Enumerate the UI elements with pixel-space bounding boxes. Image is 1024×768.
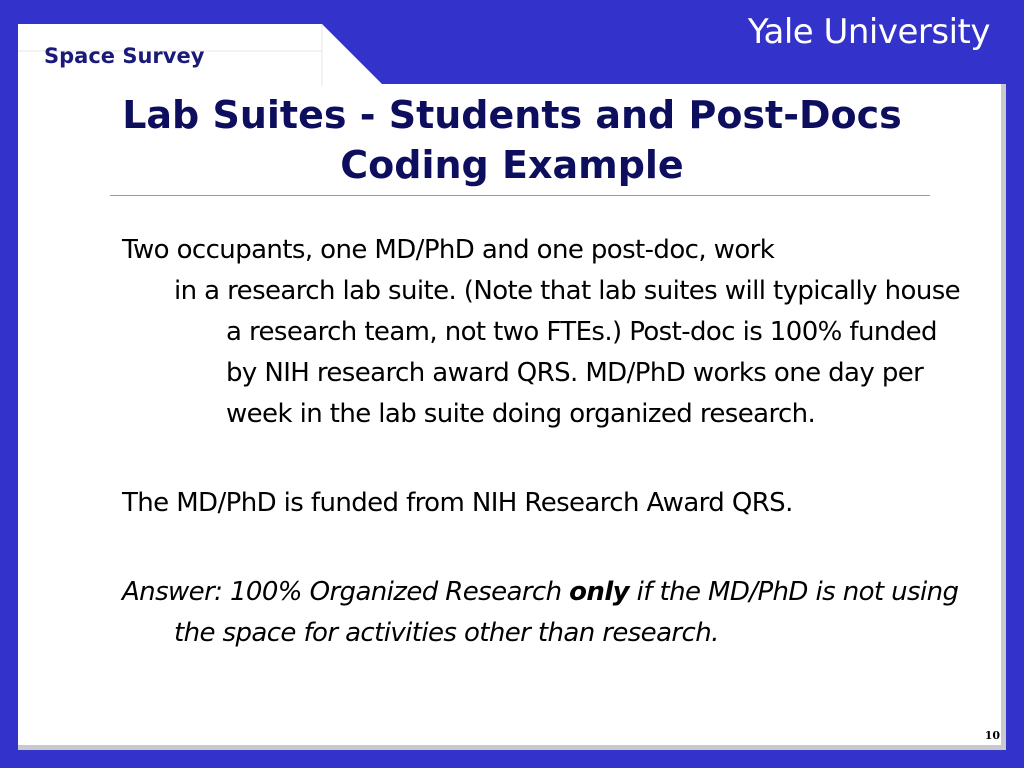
paragraph-answer bbox=[122, 572, 972, 654]
paragraph-occupants-rest: in a research lab suite. (Note that lab suites will typically house a research team, not two FTEs.) Post-doc is 100% funded by NIH research award QRS. MD/PhD works one day per week in the lab suite doing organized research. bbox=[174, 276, 961, 429]
answer-suffix: if the MD/PhD is not using the space for activities other than research. bbox=[174, 577, 959, 648]
slide-title bbox=[92, 90, 932, 190]
answer-prefix: Answer: 100% Organized Research bbox=[122, 577, 570, 607]
paragraph-occupants-line1: Two occupants, one MD/PhD and one post-doc, work bbox=[122, 235, 775, 265]
slide-body bbox=[122, 230, 972, 654]
slide-title-line1: Lab Suites - Students and Post-Docs bbox=[122, 93, 902, 137]
answer-emphasis: only bbox=[569, 577, 629, 607]
slide-title-line2: Coding Example bbox=[340, 143, 684, 187]
title-divider bbox=[110, 195, 930, 196]
section-tab-label: Space Survey bbox=[44, 44, 205, 68]
paragraph-funding: The MD/PhD is funded from NIH Research Award QRS. bbox=[122, 488, 793, 518]
page-number: 10 bbox=[984, 729, 1000, 742]
paragraph-occupants bbox=[122, 230, 972, 435]
brand-name: Yale University bbox=[747, 12, 990, 52]
